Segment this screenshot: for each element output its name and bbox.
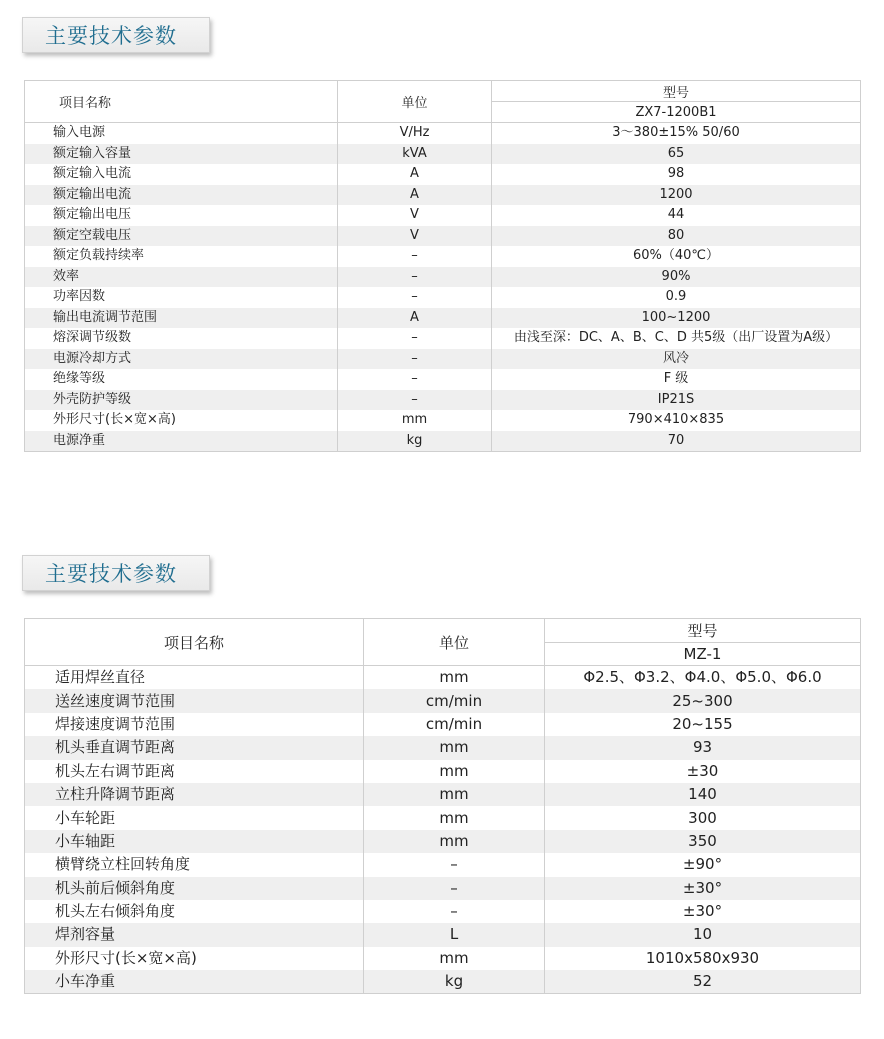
table-row	[25, 830, 861, 853]
table-row	[25, 900, 861, 923]
cell-item-name: 小车轮距	[25, 806, 364, 829]
header-model-label: 型号	[492, 81, 861, 102]
cell-unit: mm	[364, 666, 545, 690]
cell-unit: cm/min	[364, 689, 545, 712]
table-row	[25, 123, 861, 144]
header-model: MZ-1	[545, 643, 861, 666]
cell-value: 1200	[492, 185, 861, 206]
table-row	[25, 783, 861, 806]
cell-unit: kg	[364, 970, 545, 994]
table-row	[25, 923, 861, 946]
cell-value: 93	[545, 736, 861, 759]
cell-unit: V	[338, 226, 492, 247]
table-row	[25, 349, 861, 370]
cell-unit: –	[364, 877, 545, 900]
table-row	[25, 144, 861, 165]
table-row	[25, 287, 861, 308]
cell-item-name: 额定输出电流	[25, 185, 338, 206]
cell-value: 70	[492, 431, 861, 452]
cell-unit: L	[364, 923, 545, 946]
cell-item-name: 效率	[25, 267, 338, 288]
cell-value: ±30°	[545, 877, 861, 900]
cell-unit: cm/min	[364, 713, 545, 736]
cell-item-name: 机头前后倾斜角度	[25, 877, 364, 900]
table-row	[25, 431, 861, 452]
cell-value: 1010x580x930	[545, 947, 861, 970]
table-row	[25, 760, 861, 783]
section-title: 主要技术参数	[22, 17, 210, 53]
cell-item-name: 额定输入容量	[25, 144, 338, 165]
cell-value: 350	[545, 830, 861, 853]
cell-item-name: 额定输入电流	[25, 164, 338, 185]
cell-value: 60%（40℃）	[492, 246, 861, 267]
header-model: ZX7-1200B1	[492, 102, 861, 123]
table-row	[25, 666, 861, 690]
cell-unit: mm	[338, 410, 492, 431]
cell-unit: –	[338, 390, 492, 411]
cell-item-name: 功率因数	[25, 287, 338, 308]
cell-item-name: 电源净重	[25, 431, 338, 452]
cell-unit: mm	[364, 760, 545, 783]
cell-unit: –	[338, 267, 492, 288]
cell-value: 3～380±15% 50/60	[492, 123, 861, 144]
cell-item-name: 机头左右倾斜角度	[25, 900, 364, 923]
cell-item-name: 机头垂直调节距离	[25, 736, 364, 759]
cell-value: F 级	[492, 369, 861, 390]
cell-unit: A	[338, 164, 492, 185]
table-row	[25, 736, 861, 759]
cell-value: 300	[545, 806, 861, 829]
cell-value: 790×410×835	[492, 410, 861, 431]
cell-item-name: 小车轴距	[25, 830, 364, 853]
cell-unit: kVA	[338, 144, 492, 165]
cell-unit: mm	[364, 947, 545, 970]
cell-item-name: 电源冷却方式	[25, 349, 338, 370]
table-body	[25, 123, 861, 452]
cell-unit: –	[338, 349, 492, 370]
cell-value: 0.9	[492, 287, 861, 308]
cell-value: 65	[492, 144, 861, 165]
cell-value: 90%	[492, 267, 861, 288]
header-item-name: 项目名称	[25, 81, 338, 123]
cell-item-name: 额定负载持续率	[25, 246, 338, 267]
cell-item-name: 额定空载电压	[25, 226, 338, 247]
table-row	[25, 308, 861, 329]
table-row	[25, 947, 861, 970]
table-row	[25, 185, 861, 206]
table-row	[25, 853, 861, 876]
cell-item-name: 外壳防护等级	[25, 390, 338, 411]
cell-value: 10	[545, 923, 861, 946]
cell-unit: –	[338, 369, 492, 390]
table-row	[25, 205, 861, 226]
table-row	[25, 410, 861, 431]
cell-item-name: 绝缘等级	[25, 369, 338, 390]
table-row	[25, 713, 861, 736]
table-row	[25, 164, 861, 185]
cell-value: IP21S	[492, 390, 861, 411]
cell-value: 80	[492, 226, 861, 247]
cell-item-name: 焊接速度调节范围	[25, 713, 364, 736]
table-row	[25, 689, 861, 712]
table-row	[25, 806, 861, 829]
cell-unit: –	[364, 900, 545, 923]
cell-value: 由浅至深：DC、A、B、C、D 共5级（出厂设置为A级）	[492, 328, 861, 349]
cell-item-name: 输出电流调节范围	[25, 308, 338, 329]
cell-value: 52	[545, 970, 861, 994]
table-row	[25, 877, 861, 900]
table-row	[25, 970, 861, 994]
table-row	[25, 226, 861, 247]
table-row	[25, 328, 861, 349]
spec-table-power-source	[24, 80, 861, 452]
cell-item-name: 机头左右调节距离	[25, 760, 364, 783]
cell-item-name: 立柱升降调节距离	[25, 783, 364, 806]
table-body	[25, 666, 861, 994]
cell-item-name: 送丝速度调节范围	[25, 689, 364, 712]
table-row	[25, 246, 861, 267]
header-item-name: 项目名称	[25, 619, 364, 666]
cell-value: 20~155	[545, 713, 861, 736]
cell-unit: mm	[364, 806, 545, 829]
cell-value: 100~1200	[492, 308, 861, 329]
cell-unit: mm	[364, 783, 545, 806]
cell-item-name: 额定输出电压	[25, 205, 338, 226]
cell-item-name: 输入电源	[25, 123, 338, 144]
cell-unit: V	[338, 205, 492, 226]
cell-unit: A	[338, 185, 492, 206]
cell-value: 25~300	[545, 689, 861, 712]
cell-value: ±30°	[545, 900, 861, 923]
cell-value: 140	[545, 783, 861, 806]
cell-unit: –	[338, 328, 492, 349]
cell-item-name: 小车净重	[25, 970, 364, 994]
cell-item-name: 外形尺寸(长×宽×高)	[25, 410, 338, 431]
section-title: 主要技术参数	[22, 555, 210, 591]
cell-unit: –	[338, 246, 492, 267]
cell-item-name: 横臂绕立柱回转角度	[25, 853, 364, 876]
cell-unit: –	[338, 287, 492, 308]
table-row	[25, 369, 861, 390]
cell-unit: mm	[364, 830, 545, 853]
cell-item-name: 适用焊丝直径	[25, 666, 364, 690]
cell-item-name: 外形尺寸(长×宽×高)	[25, 947, 364, 970]
cell-unit: V/Hz	[338, 123, 492, 144]
header-unit: 单位	[338, 81, 492, 123]
spec-table-tractor	[24, 618, 861, 994]
cell-unit: kg	[338, 431, 492, 452]
cell-value: ±90°	[545, 853, 861, 876]
cell-value: Φ2.5、Φ3.2、Φ4.0、Φ5.0、Φ6.0	[545, 666, 861, 690]
cell-unit: mm	[364, 736, 545, 759]
cell-item-name: 熔深调节级数	[25, 328, 338, 349]
cell-item-name: 焊剂容量	[25, 923, 364, 946]
table-row	[25, 267, 861, 288]
cell-value: 风冷	[492, 349, 861, 370]
header-model-label: 型号	[545, 619, 861, 643]
cell-value: 98	[492, 164, 861, 185]
cell-value: 44	[492, 205, 861, 226]
cell-value: ±30	[545, 760, 861, 783]
cell-unit: A	[338, 308, 492, 329]
table-row	[25, 390, 861, 411]
header-unit: 单位	[364, 619, 545, 666]
cell-unit: –	[364, 853, 545, 876]
